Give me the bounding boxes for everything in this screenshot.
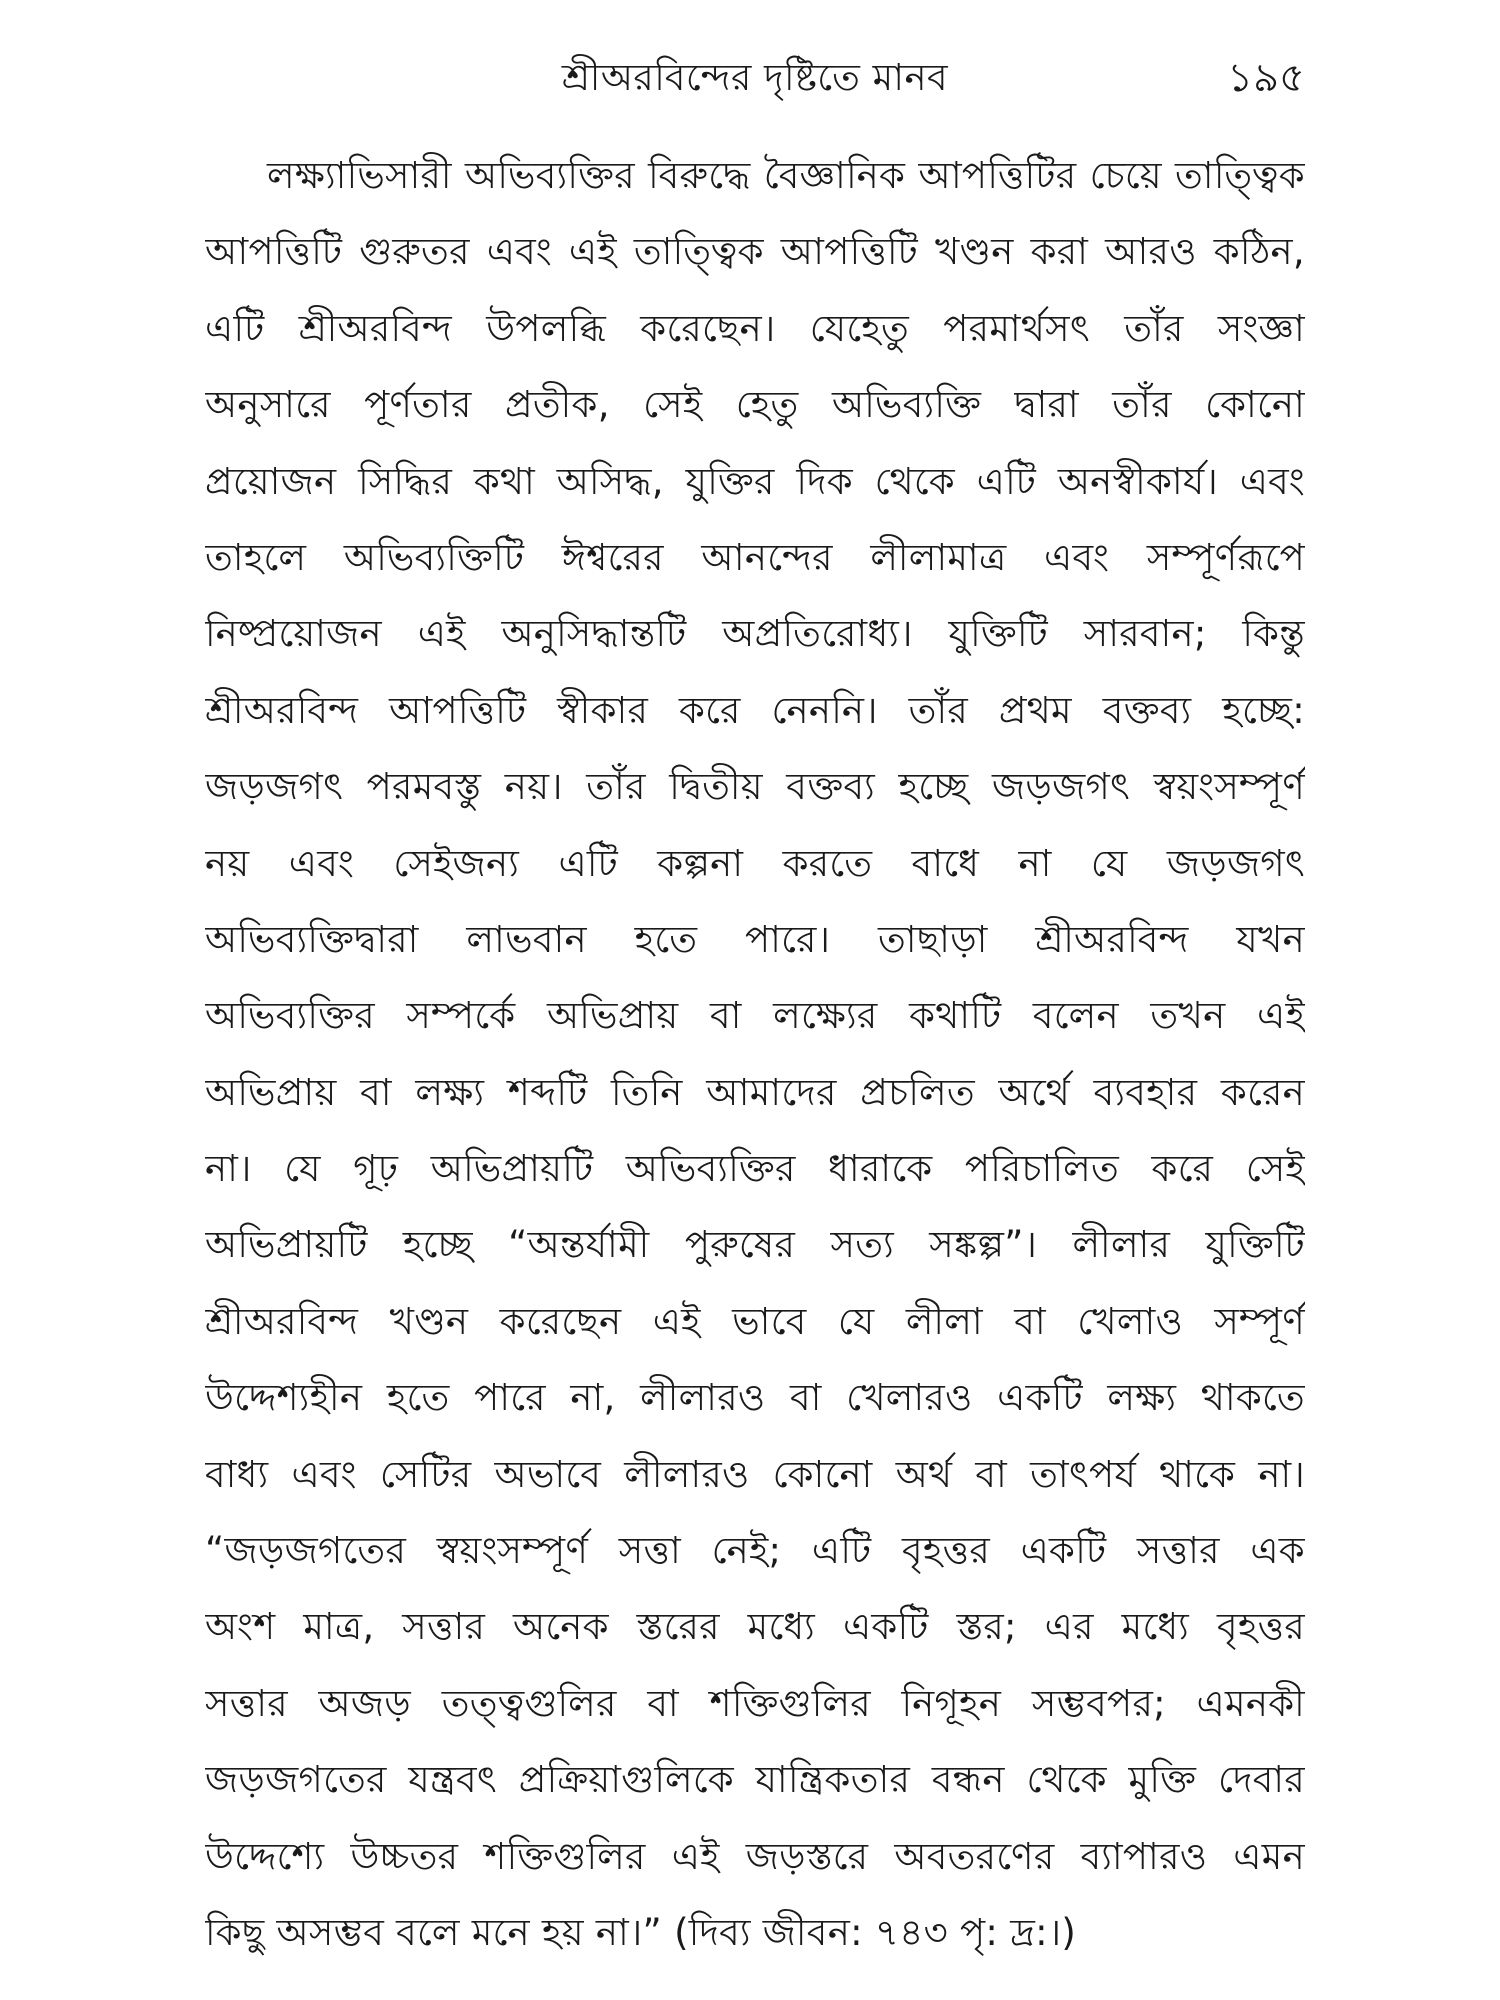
text-line: তাহলে অভিব্যক্তিটি ঈশ্বরের আনন্দের লীলামাত্র এবং সম্পূর্ণরূপে — [205, 535, 1305, 579]
text-line: প্রয়োজন সিদ্ধির কথা অসিদ্ধ, যুক্তির দিক থেকে এটি অনস্বীকার্য। এবং — [205, 459, 1305, 503]
text-line: সত্তার অজড় তত্ত্বগুলির বা শক্তিগুলির নিগূহন সম্ভবপর; এমনকী — [205, 1681, 1305, 1725]
text-line: আপত্তিটি গুরুতর এবং এই তাত্ত্বিক আপত্তিটি খণ্ডন করা আরও কঠিন, — [205, 230, 1305, 274]
text-line: নয় এবং সেইজন্য এটি কল্পনা করতে বাধে না যে জড়জগৎ — [205, 841, 1305, 885]
text-line: জড়জগতের যন্ত্রবৎ প্রক্রিয়াগুলিকে যান্ত্রিকতার বন্ধন থেকে মুক্তি দেবার — [205, 1758, 1305, 1802]
text-line: এটি শ্রীঅরবিন্দ উপলব্ধি করেছেন। যেহেতু পরমার্থসৎ তাঁর সংজ্ঞা — [205, 306, 1305, 350]
text-line: লক্ষ্যাভিসারী অভিব্যক্তির বিরুদ্ধে বৈজ্ঞানিক আপত্তিটির চেয়ে তাত্ত্বিক — [267, 154, 1305, 197]
text-line: বাধ্য এবং সেটির অভাবে লীলারও কোনো অর্থ বা তাৎপর্য থাকে না। — [205, 1452, 1305, 1496]
chapter-title: শ্রীঅরবিন্দের দৃষ্টিতে মানব — [561, 56, 949, 99]
text-line: অংশ মাত্র, সত্তার অনেক স্তরের মধ্যে একটি স্তর; এর মধ্যে বৃহত্তর — [205, 1605, 1305, 1649]
text-line: অভিপ্রায়টি হচ্ছে “অন্তর্যামী পুরুষের সত্য সঙ্কল্প”। লীলার যুক্তিটি — [205, 1223, 1305, 1267]
text-line: নিষ্প্রয়োজন এই অনুসিদ্ধান্তটি অপ্রতিরোধ্য। যুক্তিটি সারবান; কিন্তু — [205, 612, 1305, 656]
text-line: “জড়জগতের স্বয়ংসম্পূর্ণ সত্তা নেই; এটি বৃহত্তর একটি সত্তার এক — [205, 1529, 1305, 1573]
text-line: কিছু অসম্ভব বলে মনে হয় না।” (দিব্য জীবন: ৭৪৩ পৃ: দ্র:।) — [205, 1910, 1077, 1954]
text-line: অভিপ্রায় বা লক্ষ্য শব্দটি তিনি আমাদের প্রচলিত অর্থে ব্যবহার করেন — [205, 1070, 1305, 1114]
text-line: উদ্দেশ্যে উচ্চতর শক্তিগুলির এই জড়স্তরে অবতরণের ব্যাপারও এমন — [205, 1834, 1305, 1878]
running-header — [205, 50, 1305, 110]
text-line: অনুসারে পূর্ণতার প্রতীক, সেই হেতু অভিব্যক্তি দ্বারা তাঁর কোনো — [205, 383, 1305, 427]
text-line: উদ্দেশ্যহীন হতে পারে না, লীলারও বা খেলারও একটি লক্ষ্য থাকতে — [205, 1376, 1305, 1420]
text-line: অভিব্যক্তির সম্পর্কে অভিপ্রায় বা লক্ষ্যের কথাটি বলেন তখন এই — [205, 994, 1305, 1038]
text-line: শ্রীঅরবিন্দ খণ্ডন করেছেন এই ভাবে যে লীলা বা খেলাও সম্পূর্ণ — [205, 1299, 1305, 1343]
text-line: না। যে গূঢ় অভিপ্রায়টি অভিব্যক্তির ধারাকে পরিচালিত করে সেই — [205, 1147, 1305, 1191]
text-line: অভিব্যক্তিদ্বারা লাভবান হতে পারে। তাছাড়া শ্রীঅরবিন্দ যখন — [205, 917, 1305, 961]
body-paragraph — [205, 138, 1305, 1971]
text-line: জড়জগৎ পরমবস্তু নয়। তাঁর দ্বিতীয় বক্তব্য হচ্ছে জড়জগৎ স্বয়ংসম্পূর্ণ — [205, 765, 1305, 809]
page-number: ১৯৫ — [1227, 55, 1305, 101]
text-line: শ্রীঅরবিন্দ আপত্তিটি স্বীকার করে নেননি। তাঁর প্রথম বক্তব্য হচ্ছে: — [205, 688, 1305, 732]
